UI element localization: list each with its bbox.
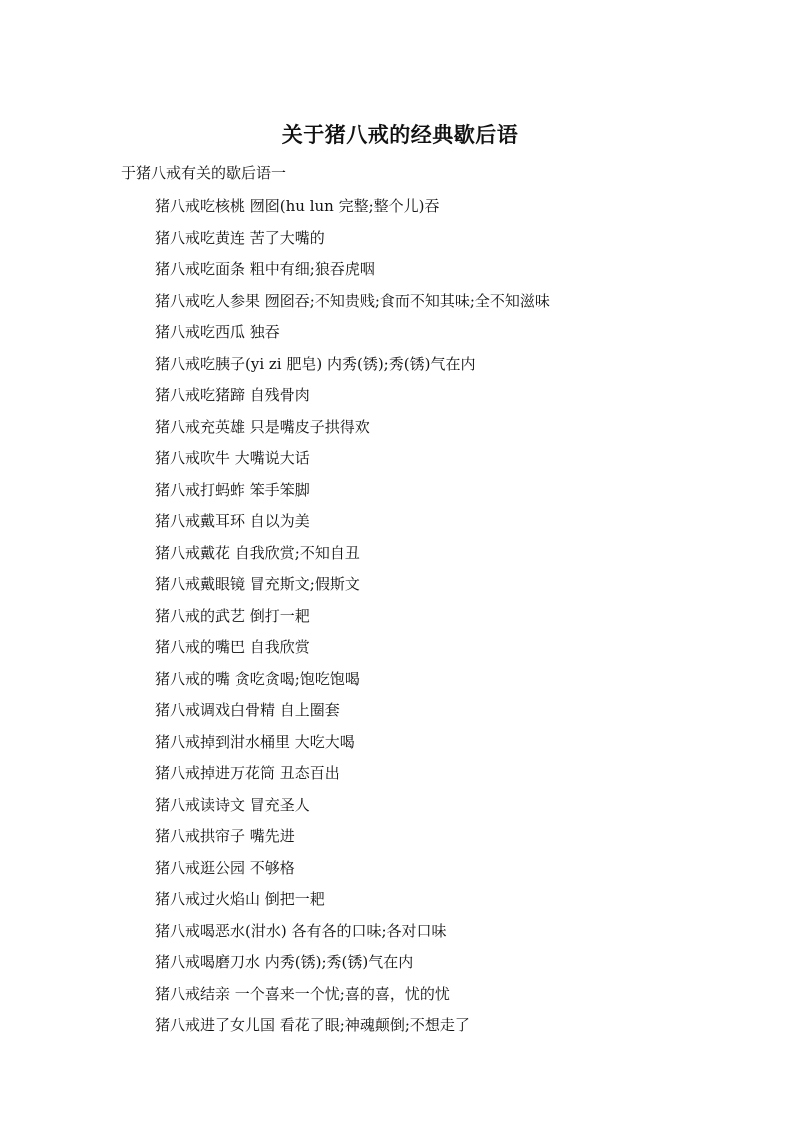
saying-item: 猪八戒吃人参果 囫囵吞;不知贵贱;食而不知其味;全不知滋味 — [155, 291, 550, 310]
saying-item: 猪八戒吃面条 粗中有细;狼吞虎咽 — [155, 260, 375, 278]
saying-item: 猪八戒喝恶水(泔水) 各有各的口味;各对口味 — [155, 921, 447, 940]
saying-item: 猪八戒吃核桃 囫囵(hu lun 完整;整个儿)吞 — [155, 197, 440, 215]
saying-item: 猪八戒打蚂蚱 笨手笨脚 — [155, 480, 310, 499]
saying-item: 猪八戒读诗文 冒充圣人 — [155, 795, 310, 814]
saying-item: 猪八戒戴耳环 自以为美 — [155, 512, 310, 530]
saying-item: 猪八戒掉进万花筒 丑态百出 — [155, 764, 340, 782]
saying-item: 猪八戒吃猪蹄 自残骨肉 — [155, 386, 310, 404]
saying-item: 猪八戒戴眼镜 冒充斯文;假斯文 — [155, 575, 360, 593]
saying-item: 猪八戒充英雄 只是嘴皮子拱得欢 — [155, 417, 370, 436]
saying-item: 猪八戒戴花 自我欣赏;不知自丑 — [155, 543, 360, 562]
document-title: 关于猪八戒的经典歇后语 — [281, 123, 519, 147]
saying-item: 猪八戒吹牛 大嘴说大话 — [155, 449, 310, 467]
saying-item: 猪八戒的武艺 倒打一耙 — [155, 606, 310, 625]
saying-item: 猪八戒掉到泔水桶里 大吃大喝 — [155, 732, 355, 751]
saying-item: 猪八戒的嘴 贪吃贪喝;饱吃饱喝 — [155, 669, 360, 688]
saying-item: 猪八戒过火焰山 倒把一耙 — [155, 890, 325, 908]
saying-item: 猪八戒喝磨刀水 内秀(锈);秀(锈)气在内 — [155, 953, 414, 971]
section-heading: 于猪八戒有关的歇后语一 — [121, 164, 287, 182]
saying-item: 猪八戒逛公园 不够格 — [155, 858, 295, 877]
saying-item: 猪八戒吃胰子(yi zi 肥皂) 内秀(锈);秀(锈)气在内 — [155, 354, 476, 373]
saying-item: 猪八戒结亲 一个喜来一个忧;喜的喜，忧的忧 — [155, 984, 450, 1003]
saying-item: 猪八戒的嘴巴 自我欣赏 — [155, 638, 310, 656]
saying-item: 猪八戒拱帘子 嘴先进 — [155, 827, 295, 845]
saying-list — [155, 194, 550, 1045]
saying-item: 猪八戒进了女儿国 看花了眼;神魂颠倒;不想走了 — [155, 1016, 470, 1034]
saying-item: 猪八戒调戏白骨精 自上圈套 — [155, 701, 340, 719]
saying-item: 猪八戒吃西瓜 独吞 — [155, 323, 280, 341]
saying-item: 猪八戒吃黄连 苦了大嘴的 — [155, 228, 325, 247]
